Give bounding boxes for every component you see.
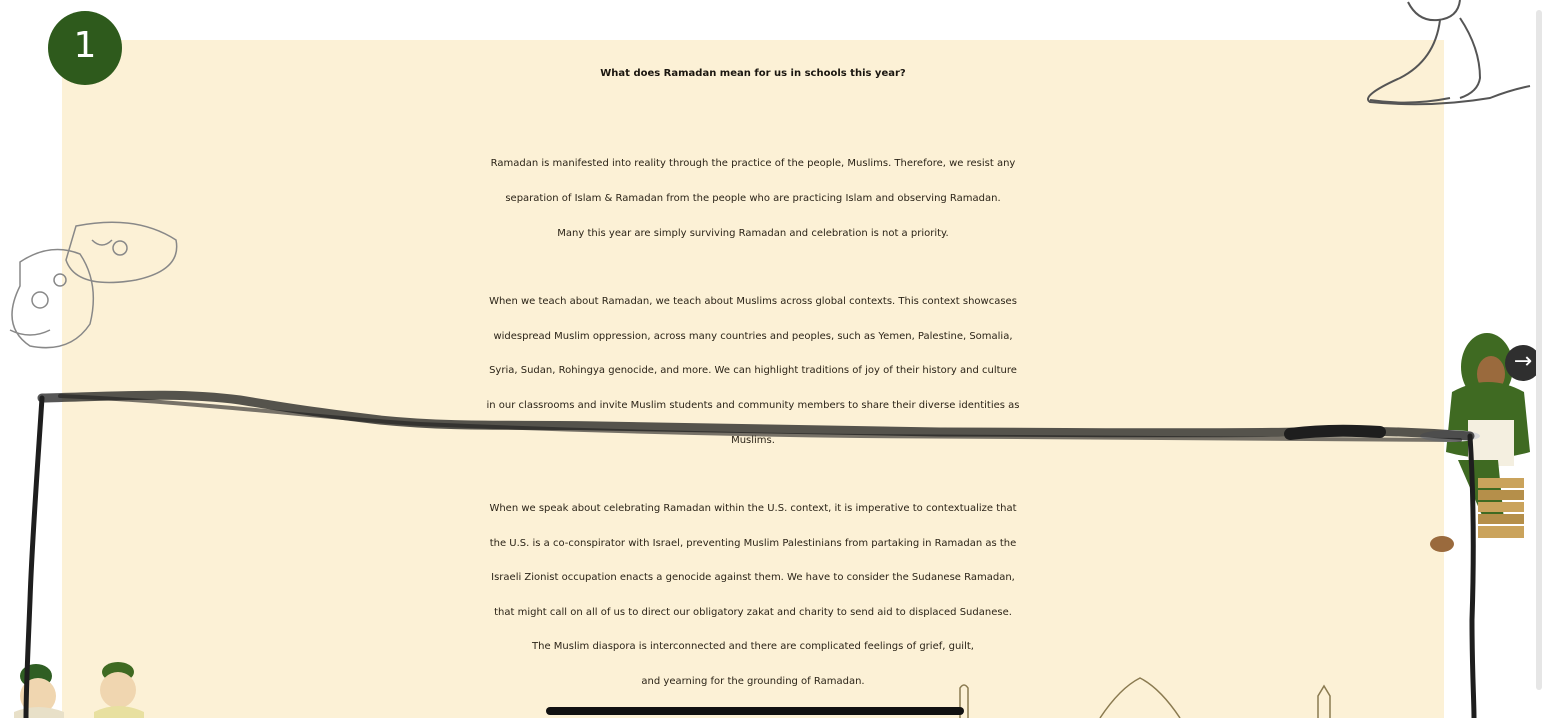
- paragraph-line: that might call on all of us to direct our obligatory zakat and charity to send aid to displaced Sudanese.: [494, 606, 1012, 618]
- paragraph-3: [62, 492, 1444, 699]
- paragraph-line: The Muslim diaspora is interconnected and there are complicated feelings of grief, guilt,: [532, 641, 974, 652]
- paragraph-2: [62, 285, 1444, 459]
- paragraph-1: [62, 146, 1444, 251]
- paragraph-line: When we speak about celebrating Ramadan within the U.S. context, it is imperative to contextualize that: [489, 503, 1017, 514]
- paragraph-line: the U.S. is a co-conspirator with Israel, preventing Muslim Palestinians from partaking in Ramadan as the: [489, 537, 1017, 549]
- step-number-badge: 1: [48, 11, 122, 85]
- paragraph-line: Israeli Zionist occupation enacts a genocide against them. We have to consider the Sudanese Ramadan,: [491, 572, 1015, 583]
- arrow-right-icon: →: [1513, 349, 1533, 374]
- home-indicator[interactable]: [546, 707, 964, 715]
- slide-title: What does Ramadan mean for us in schools this year?: [600, 68, 906, 79]
- paragraph-line: Syria, Sudan, Rohingya genocide, and more. We can highlight traditions of joy of their history and culture: [489, 365, 1017, 377]
- right-edge-bar: [1536, 10, 1542, 690]
- paragraph-line: widespread Muslim oppression, across many countries and peoples, such as Yemen, Palestine, Somalia,: [493, 330, 1013, 342]
- paragraph-line: in our classrooms and invite Muslim students and community members to share their diverse identities as: [486, 400, 1020, 412]
- paragraph-line: Many this year are simply surviving Ramadan and celebration is not a priority.: [557, 228, 949, 239]
- paragraph-line: and yearning for the grounding of Ramadan.: [641, 675, 865, 687]
- paragraph-line: separation of Islam & Ramadan from the people who are practicing Islam and observing Ramadan.: [505, 193, 1001, 204]
- paragraph-line: When we teach about Ramadan, we teach about Muslims across global contexts. This context showcases: [489, 296, 1017, 307]
- paragraph-line: Ramadan is manifested into reality through the practice of the people, Muslims. Therefore, we resist any: [490, 158, 1016, 169]
- paragraph-line: Muslims.: [731, 434, 775, 446]
